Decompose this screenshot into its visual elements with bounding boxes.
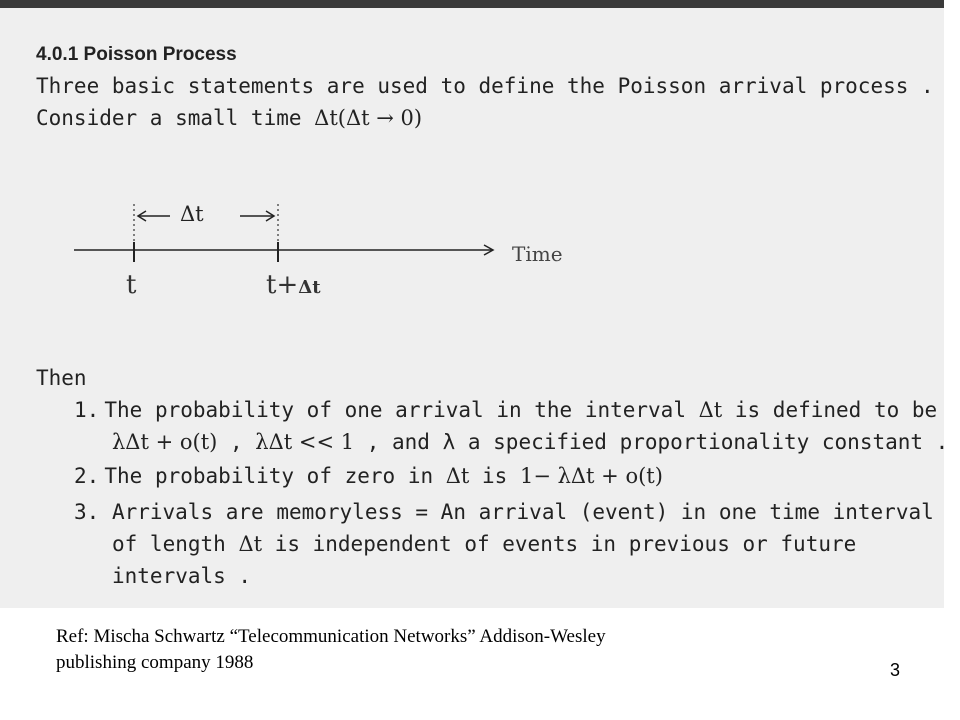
statement-1-line-2 xyxy=(112,430,948,454)
statement-2-text: The probability of zero in xyxy=(104,464,446,488)
reference-line-2: publishing company 1988 xyxy=(56,652,254,673)
point-label-t-delta xyxy=(266,270,321,300)
interval-label: Δt xyxy=(180,202,204,226)
statement-1-tail: is defined to be xyxy=(722,398,938,422)
intro-line-1: Three basic statements are used to define the Poisson arrival process . xyxy=(36,74,934,98)
statement-3-text: Arrivals are memoryless = An arrival (event) in one time interval xyxy=(111,500,934,524)
statement-3-number: 3. xyxy=(74,500,100,524)
statement-1-text: The probability of one arrival in the interval xyxy=(104,398,699,422)
statement-3-text-a: of length xyxy=(112,532,239,556)
statement-3-text-b: is independent of events in previous or future xyxy=(262,532,857,556)
intro-line-2-text: Consider a small time xyxy=(36,106,315,130)
statement-3-line-2 xyxy=(112,532,856,556)
statement-1-line-1 xyxy=(74,398,937,422)
point-label-t: t xyxy=(126,270,137,300)
statement-2-mid: is xyxy=(469,464,520,488)
intro-line-2-math: Δt(Δt → 0) xyxy=(314,106,423,130)
point-label-delta-t: Δt xyxy=(298,277,321,298)
statement-1-rate: λΔt + o(t) xyxy=(112,430,218,454)
statement-1-condition: λΔt << 1 xyxy=(255,430,355,454)
reference-citation xyxy=(56,624,606,676)
statement-2-number: 2. xyxy=(74,464,100,488)
then-label: Then xyxy=(36,366,87,390)
statement-2-math: Δt xyxy=(445,464,470,488)
statement-3-line-1 xyxy=(74,500,934,524)
scan-top-edge xyxy=(0,0,944,8)
section-heading: 4.0.1 Poisson Process xyxy=(36,44,237,65)
time-axis-label: Time xyxy=(512,242,563,266)
statement-3-math: Δt xyxy=(238,532,263,556)
reference-line-1: Ref: Mischa Schwartz “Telecommunication Networks” Addison-Wesley xyxy=(56,626,606,647)
statement-2-line-1 xyxy=(74,464,663,488)
timeline-diagram xyxy=(60,196,620,306)
statement-2-formula: 1− λΔt + o(t) xyxy=(519,464,663,488)
page-number: 3 xyxy=(890,660,901,680)
intro-line-2 xyxy=(36,106,422,130)
statement-1-math: Δt xyxy=(698,398,723,422)
statement-1-number: 1. xyxy=(74,398,100,422)
statement-1-rest: , and λ a specified proportionality constant . xyxy=(354,430,949,454)
statement-3-line-3: intervals . xyxy=(112,564,252,588)
point-label-t-plus: t+ xyxy=(266,270,299,300)
statement-1-sep: , xyxy=(217,430,256,454)
